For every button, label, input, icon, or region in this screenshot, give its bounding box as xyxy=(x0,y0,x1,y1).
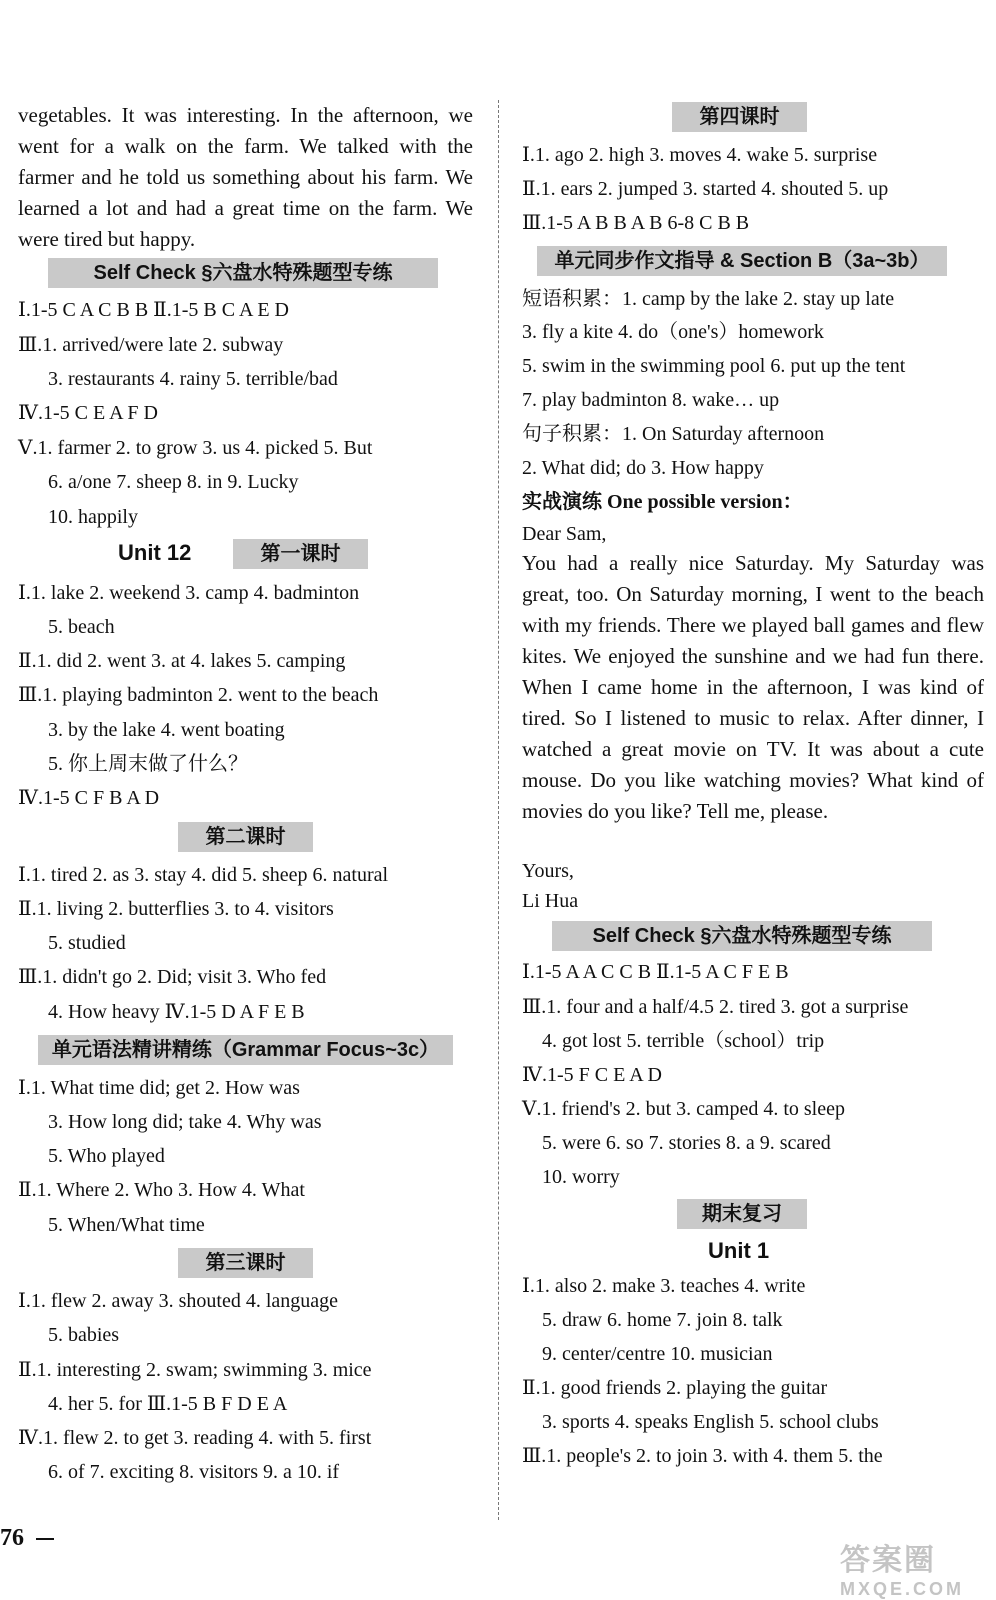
answer-line: 3. sports 4. speaks English 5. school clubs xyxy=(542,1411,879,1433)
watermark-logo xyxy=(840,1535,980,1599)
answer-line: Ⅱ.1. did 2. went 3. at 4. lakes 5. camping xyxy=(18,650,346,672)
answer-line: Ⅲ.1-5 A B B A B 6-8 C B B xyxy=(522,212,750,234)
answer-line: 短语积累：1. camp by the lake 2. stay up late xyxy=(522,288,895,310)
column-divider xyxy=(498,100,499,1520)
answer-line: 3. restaurants 4. rainy 5. terrible/bad xyxy=(48,368,338,390)
letter-closing: Yours, xyxy=(522,860,574,882)
answer-line: 5. beach xyxy=(48,616,115,638)
grammar-banner: 单元语法精讲精练（Grammar Focus~3c） xyxy=(38,1035,453,1065)
answer-line: Ⅱ.1. interesting 2. swam; swimming 3. mice xyxy=(18,1359,372,1381)
final-review-banner: 期末复习 xyxy=(677,1199,807,1229)
lesson3-banner: 第三课时 xyxy=(178,1248,313,1278)
lesson4-banner: 第四课时 xyxy=(672,102,807,132)
self-check-banner: Self Check §六盘水特殊题型专练 xyxy=(48,258,438,288)
letter-body: You had a really nice Saturday. My Saturday was great, too. On Saturday morning, I went to the beach with my friends. There we played ball games and flew kites. We enjoyed the sunshine and we had fun there. When I came home in the afternoon, I was kind of tired. So I listened to music to relax. After dinner, I watched a great movie on TV. It was about a cute mouse. Do you like watching movies? What kind of movies do you like? Tell me, please. xyxy=(522,551,984,823)
answer-line: Ⅰ.1. lake 2. weekend 3. camp 4. badminton xyxy=(18,582,360,604)
answer-line: Ⅲ.1. people's 2. to join 3. with 4. them 5. the xyxy=(522,1445,883,1467)
answer-line: 2. What did; do 3. How happy xyxy=(522,457,764,479)
answer-line: Ⅰ.1. What time did; get 2. How was xyxy=(18,1077,300,1099)
watermark-bottom: MXQE.COM xyxy=(840,1579,965,1599)
answer-line: Ⅳ.1-5 F C E A D xyxy=(522,1064,662,1086)
answer-line: 10. worry xyxy=(542,1166,620,1188)
self-check2-banner: Self Check §六盘水特殊题型专练 xyxy=(552,921,932,951)
answer-line: Ⅴ.1. friend's 2. but 3. camped 4. to sleep xyxy=(522,1098,845,1120)
answer-line: Ⅲ.1. playing badminton 2. went to the beach xyxy=(18,684,379,706)
answer-line: Ⅲ.1. didn't go 2. Did; visit 3. Who fed xyxy=(18,966,327,988)
answer-line: 实战演练 One possible version： xyxy=(522,491,803,513)
answer-line: Ⅳ.1-5 C F B A D xyxy=(18,787,160,809)
answer-line: 5. When/What time xyxy=(48,1214,205,1236)
answer-line: 3. by the lake 4. went boating xyxy=(48,719,285,741)
answer-line: 3. fly a kite 4. do（one's）homework xyxy=(522,321,824,343)
answer-line: Ⅴ.1. farmer 2. to grow 3. us 4. picked 5. But xyxy=(18,437,373,459)
page-number: 76 xyxy=(0,1525,24,1551)
unit1-title: Unit 1 xyxy=(708,1238,770,1263)
answer-line: 5. draw 6. home 7. join 8. talk xyxy=(542,1309,783,1331)
answer-line: 9. center/centre 10. musician xyxy=(542,1343,773,1365)
watermark-top: 答案圈 xyxy=(840,1544,936,1577)
answer-line: 5. swim in the swimming pool 6. put up the tent xyxy=(522,355,906,377)
answer-line: 7. play badminton 8. wake… up xyxy=(522,389,780,411)
answer-line: 5. Who played xyxy=(48,1145,165,1167)
answer-line: 10. happily xyxy=(48,506,138,528)
answer-line: 5. 你上周末做了什么？ xyxy=(48,753,248,775)
answer-line: Ⅰ.1. tired 2. as 3. stay 4. did 5. sheep 6. natural xyxy=(18,864,389,886)
unit12-title: Unit 12 xyxy=(118,540,192,565)
answer-line: Ⅱ.1. Where 2. Who 3. How 4. What xyxy=(18,1179,305,1201)
answer-line: Ⅳ.1-5 C E A F D xyxy=(18,402,158,424)
answer-line: 4. her 5. for Ⅲ.1-5 B F D E A xyxy=(48,1393,288,1415)
page-number-dash xyxy=(36,1538,54,1540)
answer-line: 6. a/one 7. sheep 8. in 9. Lucky xyxy=(48,471,299,493)
answer-line: Ⅱ.1. ears 2. jumped 3. started 4. shouted 5. up xyxy=(522,178,889,200)
lesson2-banner: 第二课时 xyxy=(178,822,313,852)
answer-line: Ⅱ.1. good friends 2. playing the guitar xyxy=(522,1377,828,1399)
answer-line: 5. babies xyxy=(48,1324,120,1346)
answer-line: Ⅲ.1. four and a half/4.5 2. tired 3. got a surprise xyxy=(522,996,909,1018)
letter-signature: Li Hua xyxy=(522,890,579,912)
answer-line: Ⅳ.1. flew 2. to get 3. reading 4. with 5. first xyxy=(18,1427,372,1449)
answer-line: 5. studied xyxy=(48,932,126,954)
answer-line: 4. got lost 5. terrible（school）trip xyxy=(542,1030,825,1052)
intro-paragraph: vegetables. It was interesting. In the afternoon, we went for a walk on the farm. We talked with the farmer and he told us something about his farm. We learned a lot and had a great time on the farm. We were tired but happy. xyxy=(18,103,473,251)
answer-line: Ⅲ.1. arrived/were late 2. subway xyxy=(18,334,284,356)
answer-line: Ⅱ.1. living 2. butterflies 3. to 4. visitors xyxy=(18,898,334,920)
answer-line: Ⅰ.1. flew 2. away 3. shouted 4. language xyxy=(18,1290,339,1312)
answer-line: 5. were 6. so 7. stories 8. a 9. scared xyxy=(542,1132,831,1154)
answer-line: 6. of 7. exciting 8. visitors 9. a 10. if xyxy=(48,1461,340,1483)
answer-line: Ⅰ.1. ago 2. high 3. moves 4. wake 5. surprise xyxy=(522,144,878,166)
letter-greeting: Dear Sam, xyxy=(522,523,607,545)
writing-banner: 单元同步作文指导 & Section B（3a~3b） xyxy=(537,246,947,276)
answer-line: Ⅰ.1. also 2. make 3. teaches 4. write xyxy=(522,1275,806,1297)
answer-line: 4. How heavy Ⅳ.1-5 D A F E B xyxy=(48,1001,305,1023)
answer-line: Ⅰ.1-5 A A C C B Ⅱ.1-5 A C F E B xyxy=(522,961,789,983)
answer-line: 句子积累：1. On Saturday afternoon xyxy=(522,423,825,445)
answer-line: 3. How long did; take 4. Why was xyxy=(48,1111,322,1133)
lesson1-banner: 第一课时 xyxy=(233,539,368,569)
answer-line: Ⅰ.1-5 C A C B B Ⅱ.1-5 B C A E D xyxy=(18,299,289,321)
